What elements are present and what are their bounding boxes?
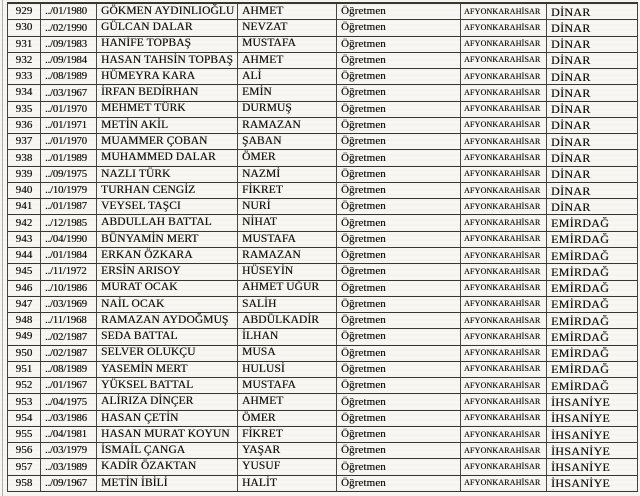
- table-row: [8, 85, 637, 101]
- table-row: [8, 102, 637, 118]
- date-cell: ../09/1975: [41, 167, 97, 183]
- title-cell: Öğretmen: [337, 411, 461, 427]
- table-row: [8, 459, 637, 475]
- table-row: [8, 248, 637, 264]
- row-number-cell: 954: [8, 411, 41, 427]
- province-cell: AFYONKARAHİSAR: [461, 4, 547, 20]
- row-number-cell: 957: [8, 459, 41, 475]
- district-cell: DİNAR: [547, 85, 637, 101]
- date-cell: ../10/1986: [41, 281, 97, 297]
- table-row: [8, 362, 637, 378]
- row-number-cell: 933: [8, 69, 41, 85]
- province-cell: AFYONKARAHİSAR: [461, 183, 547, 199]
- district-cell: DİNAR: [547, 183, 637, 199]
- table-row: [8, 4, 637, 20]
- district-cell: DİNAR: [547, 69, 637, 85]
- province-cell: AFYONKARAHİSAR: [461, 281, 547, 297]
- date-cell: ../01/1971: [41, 118, 97, 134]
- table-row: [8, 297, 637, 313]
- title-cell: Öğretmen: [337, 37, 461, 53]
- row-number-cell: 949: [8, 329, 41, 345]
- district-cell: EMİRDAĞ: [547, 329, 637, 345]
- father-name-cell: ALİ: [238, 69, 337, 85]
- province-cell: AFYONKARAHİSAR: [461, 199, 547, 215]
- father-name-cell: FİKRET: [238, 427, 337, 443]
- name-cell: HANİFE TOPBAŞ: [97, 37, 238, 53]
- province-cell: AFYONKARAHİSAR: [461, 20, 547, 36]
- table-row: [8, 150, 637, 166]
- row-number-cell: 929: [8, 4, 41, 20]
- table-row: [8, 329, 637, 345]
- district-cell: İHSANİYE: [547, 427, 637, 443]
- date-cell: ../04/1990: [41, 232, 97, 248]
- district-cell: DİNAR: [547, 20, 637, 36]
- name-cell: İRFAN BEDİRHAN: [97, 85, 238, 101]
- table-row: [8, 443, 637, 459]
- district-cell: EMİRDAĞ: [547, 248, 637, 264]
- date-cell: ../01/1970: [41, 134, 97, 150]
- row-number-cell: 948: [8, 313, 41, 329]
- district-cell: İHSANİYE: [547, 411, 637, 427]
- father-name-cell: EMİN: [238, 85, 337, 101]
- title-cell: Öğretmen: [337, 118, 461, 134]
- row-number-cell: 946: [8, 281, 41, 297]
- table-row: [8, 215, 637, 231]
- name-cell: YÜKSEL BATTAL: [97, 378, 238, 394]
- father-name-cell: ÖMER: [238, 411, 337, 427]
- table-row: [8, 183, 637, 199]
- table-row: [8, 20, 637, 36]
- district-cell: EMİRDAĞ: [547, 215, 637, 231]
- title-cell: Öğretmen: [337, 69, 461, 85]
- province-cell: AFYONKARAHİSAR: [461, 248, 547, 264]
- title-cell: Öğretmen: [337, 264, 461, 280]
- province-cell: AFYONKARAHİSAR: [461, 85, 547, 101]
- table-row: [8, 264, 637, 280]
- date-cell: ../04/1981: [41, 427, 97, 443]
- row-number-cell: 951: [8, 362, 41, 378]
- title-cell: Öğretmen: [337, 215, 461, 231]
- province-cell: AFYONKARAHİSAR: [461, 443, 547, 459]
- name-cell: YASEMİN MERT: [97, 362, 238, 378]
- district-cell: DİNAR: [547, 53, 637, 69]
- father-name-cell: ŞABAN: [238, 134, 337, 150]
- province-cell: AFYONKARAHİSAR: [461, 329, 547, 345]
- father-name-cell: DURMUŞ: [238, 102, 337, 118]
- province-cell: AFYONKARAHİSAR: [461, 313, 547, 329]
- district-cell: İHSANİYE: [547, 394, 637, 410]
- row-number-cell: 950: [8, 346, 41, 362]
- district-cell: EMİRDAĞ: [547, 281, 637, 297]
- row-number-cell: 945: [8, 264, 41, 280]
- row-number-cell: 947: [8, 297, 41, 313]
- date-cell: ../02/1987: [41, 329, 97, 345]
- name-cell: HASAN TAHSİN TOPBAŞ: [97, 53, 238, 69]
- table-row: [8, 69, 637, 85]
- name-cell: NAİL OCAK: [97, 297, 238, 313]
- father-name-cell: NURİ: [238, 199, 337, 215]
- province-cell: AFYONKARAHİSAR: [461, 167, 547, 183]
- name-cell: SEDA BATTAL: [97, 329, 238, 345]
- father-name-cell: İLHAN: [238, 329, 337, 345]
- province-cell: AFYONKARAHİSAR: [461, 378, 547, 394]
- province-cell: AFYONKARAHİSAR: [461, 411, 547, 427]
- title-cell: Öğretmen: [337, 150, 461, 166]
- province-cell: AFYONKARAHİSAR: [461, 427, 547, 443]
- district-cell: DİNAR: [547, 118, 637, 134]
- name-cell: GÖKMEN AYDINLIOĞLU: [97, 4, 238, 20]
- title-cell: Öğretmen: [337, 427, 461, 443]
- row-number-cell: 941: [8, 199, 41, 215]
- date-cell: ../04/1975: [41, 394, 97, 410]
- father-name-cell: AHMET UĞUR: [238, 281, 337, 297]
- title-cell: Öğretmen: [337, 53, 461, 69]
- province-cell: AFYONKARAHİSAR: [461, 264, 547, 280]
- row-number-cell: 940: [8, 183, 41, 199]
- table-row: [8, 118, 637, 134]
- name-cell: HASAN MURAT KOYUN: [97, 427, 238, 443]
- district-cell: EMİRDAĞ: [547, 378, 637, 394]
- table-row: [8, 37, 637, 53]
- name-cell: İSMAİL ÇANGA: [97, 443, 238, 459]
- table-row: [8, 427, 637, 443]
- row-number-cell: 953: [8, 394, 41, 410]
- province-cell: AFYONKARAHİSAR: [461, 297, 547, 313]
- title-cell: Öğretmen: [337, 85, 461, 101]
- table-row: [8, 476, 637, 492]
- row-number-cell: 936: [8, 118, 41, 134]
- title-cell: Öğretmen: [337, 232, 461, 248]
- name-cell: MUAMMER ÇOBAN: [97, 134, 238, 150]
- date-cell: ../02/1987: [41, 346, 97, 362]
- date-cell: ../11/1968: [41, 313, 97, 329]
- district-cell: DİNAR: [547, 150, 637, 166]
- name-cell: MEHMET TÜRK: [97, 102, 238, 118]
- father-name-cell: NİHAT: [238, 215, 337, 231]
- date-cell: ../02/1990: [41, 20, 97, 36]
- district-cell: EMİRDAĞ: [547, 232, 637, 248]
- district-cell: DİNAR: [547, 102, 637, 118]
- date-cell: ../03/1967: [41, 85, 97, 101]
- father-name-cell: FİKRET: [238, 183, 337, 199]
- province-cell: AFYONKARAHİSAR: [461, 150, 547, 166]
- date-cell: ../01/1987: [41, 199, 97, 215]
- title-cell: Öğretmen: [337, 248, 461, 264]
- table-row: [8, 394, 637, 410]
- table-row: [8, 346, 637, 362]
- father-name-cell: AHMET: [238, 394, 337, 410]
- father-name-cell: HULUSİ: [238, 362, 337, 378]
- personnel-table: [7, 2, 638, 492]
- district-cell: EMİRDAĞ: [547, 313, 637, 329]
- row-number-cell: 944: [8, 248, 41, 264]
- father-name-cell: AHMET: [238, 53, 337, 69]
- date-cell: ../03/1969: [41, 297, 97, 313]
- date-cell: ../10/1979: [41, 183, 97, 199]
- name-cell: ALİRIZA DİNÇER: [97, 394, 238, 410]
- province-cell: AFYONKARAHİSAR: [461, 459, 547, 475]
- father-name-cell: MUSA: [238, 346, 337, 362]
- province-cell: AFYONKARAHİSAR: [461, 69, 547, 85]
- title-cell: Öğretmen: [337, 362, 461, 378]
- row-number-cell: 931: [8, 37, 41, 53]
- date-cell: ../01/1989: [41, 150, 97, 166]
- district-cell: EMİRDAĞ: [547, 346, 637, 362]
- name-cell: MURAT OCAK: [97, 281, 238, 297]
- table-row: [8, 167, 637, 183]
- name-cell: HÜMEYRA KARA: [97, 69, 238, 85]
- table-row: [8, 199, 637, 215]
- row-number-cell: 955: [8, 427, 41, 443]
- title-cell: Öğretmen: [337, 459, 461, 475]
- district-cell: DİNAR: [547, 167, 637, 183]
- title-cell: Öğretmen: [337, 20, 461, 36]
- name-cell: METİN İBİLİ: [97, 476, 238, 492]
- table-row: [8, 313, 637, 329]
- title-cell: Öğretmen: [337, 102, 461, 118]
- row-number-cell: 935: [8, 102, 41, 118]
- province-cell: AFYONKARAHİSAR: [461, 232, 547, 248]
- date-cell: ../03/1986: [41, 411, 97, 427]
- title-cell: Öğretmen: [337, 4, 461, 20]
- table-row: [8, 134, 637, 150]
- province-cell: AFYONKARAHİSAR: [461, 53, 547, 69]
- table-row: [8, 281, 637, 297]
- title-cell: Öğretmen: [337, 134, 461, 150]
- name-cell: NAZLI TÜRK: [97, 167, 238, 183]
- name-cell: VEYSEL TAŞCI: [97, 199, 238, 215]
- table-row: [8, 53, 637, 69]
- father-name-cell: MUSTAFA: [238, 378, 337, 394]
- row-number-cell: 934: [8, 85, 41, 101]
- row-number-cell: 952: [8, 378, 41, 394]
- date-cell: ../01/1970: [41, 102, 97, 118]
- province-cell: AFYONKARAHİSAR: [461, 37, 547, 53]
- date-cell: ../03/1989: [41, 459, 97, 475]
- title-cell: Öğretmen: [337, 167, 461, 183]
- father-name-cell: ÖMER: [238, 150, 337, 166]
- date-cell: ../01/1980: [41, 4, 97, 20]
- district-cell: EMİRDAĞ: [547, 297, 637, 313]
- province-cell: AFYONKARAHİSAR: [461, 215, 547, 231]
- name-cell: MUHAMMED DALAR: [97, 150, 238, 166]
- name-cell: ERSİN ARISOY: [97, 264, 238, 280]
- father-name-cell: MUSTAFA: [238, 232, 337, 248]
- name-cell: GÜLCAN DALAR: [97, 20, 238, 36]
- title-cell: Öğretmen: [337, 313, 461, 329]
- date-cell: ../09/1983: [41, 37, 97, 53]
- date-cell: ../09/1967: [41, 476, 97, 492]
- name-cell: RAMAZAN AYDOĞMUŞ: [97, 313, 238, 329]
- table-row: [8, 232, 637, 248]
- district-cell: İHSANİYE: [547, 459, 637, 475]
- name-cell: ABDULLAH BATTAL: [97, 215, 238, 231]
- row-number-cell: 943: [8, 232, 41, 248]
- district-cell: EMİRDAĞ: [547, 264, 637, 280]
- name-cell: METİN AKİL: [97, 118, 238, 134]
- father-name-cell: YAŞAR: [238, 443, 337, 459]
- name-cell: TURHAN CENGİZ: [97, 183, 238, 199]
- father-name-cell: ABDÜLKADİR: [238, 313, 337, 329]
- father-name-cell: YUSUF: [238, 459, 337, 475]
- scan-edge-line: [2, 0, 3, 496]
- district-cell: DİNAR: [547, 199, 637, 215]
- date-cell: ../01/1984: [41, 248, 97, 264]
- district-cell: EMİRDAĞ: [547, 362, 637, 378]
- province-cell: AFYONKARAHİSAR: [461, 394, 547, 410]
- province-cell: AFYONKARAHİSAR: [461, 346, 547, 362]
- title-cell: Öğretmen: [337, 378, 461, 394]
- title-cell: Öğretmen: [337, 394, 461, 410]
- title-cell: Öğretmen: [337, 329, 461, 345]
- row-number-cell: 958: [8, 476, 41, 492]
- father-name-cell: HALİT: [238, 476, 337, 492]
- name-cell: BÜNYAMİN MERT: [97, 232, 238, 248]
- date-cell: ../03/1979: [41, 443, 97, 459]
- district-cell: DİNAR: [547, 4, 637, 20]
- name-cell: HASAN ÇETİN: [97, 411, 238, 427]
- province-cell: AFYONKARAHİSAR: [461, 134, 547, 150]
- date-cell: ../08/1989: [41, 362, 97, 378]
- province-cell: AFYONKARAHİSAR: [461, 362, 547, 378]
- title-cell: Öğretmen: [337, 476, 461, 492]
- title-cell: Öğretmen: [337, 183, 461, 199]
- row-number-cell: 937: [8, 134, 41, 150]
- date-cell: ../12/1985: [41, 215, 97, 231]
- table-row: [8, 378, 637, 394]
- row-number-cell: 956: [8, 443, 41, 459]
- title-cell: Öğretmen: [337, 443, 461, 459]
- row-number-cell: 938: [8, 150, 41, 166]
- district-cell: DİNAR: [547, 134, 637, 150]
- father-name-cell: RAMAZAN: [238, 248, 337, 264]
- name-cell: ERKAN ÖZKARA: [97, 248, 238, 264]
- father-name-cell: MUSTAFA: [238, 37, 337, 53]
- row-number-cell: 932: [8, 53, 41, 69]
- date-cell: ../08/1989: [41, 69, 97, 85]
- father-name-cell: NAZMİ: [238, 167, 337, 183]
- title-cell: Öğretmen: [337, 346, 461, 362]
- title-cell: Öğretmen: [337, 297, 461, 313]
- district-cell: İHSANİYE: [547, 443, 637, 459]
- father-name-cell: SALİH: [238, 297, 337, 313]
- father-name-cell: AHMET: [238, 4, 337, 20]
- row-number-cell: 939: [8, 167, 41, 183]
- district-cell: İHSANİYE: [547, 476, 637, 492]
- row-number-cell: 942: [8, 215, 41, 231]
- father-name-cell: HÜSEYİN: [238, 264, 337, 280]
- row-number-cell: 930: [8, 20, 41, 36]
- province-cell: AFYONKARAHİSAR: [461, 476, 547, 492]
- name-cell: KADİR ÖZAKTAN: [97, 459, 238, 475]
- name-cell: SELVER OLUKÇU: [97, 346, 238, 362]
- father-name-cell: RAMAZAN: [238, 118, 337, 134]
- date-cell: ../01/1967: [41, 378, 97, 394]
- father-name-cell: NEVZAT: [238, 20, 337, 36]
- title-cell: Öğretmen: [337, 199, 461, 215]
- province-cell: AFYONKARAHİSAR: [461, 102, 547, 118]
- date-cell: ../11/1972: [41, 264, 97, 280]
- province-cell: AFYONKARAHİSAR: [461, 118, 547, 134]
- date-cell: ../09/1984: [41, 53, 97, 69]
- district-cell: DİNAR: [547, 37, 637, 53]
- title-cell: Öğretmen: [337, 281, 461, 297]
- table-row: [8, 411, 637, 427]
